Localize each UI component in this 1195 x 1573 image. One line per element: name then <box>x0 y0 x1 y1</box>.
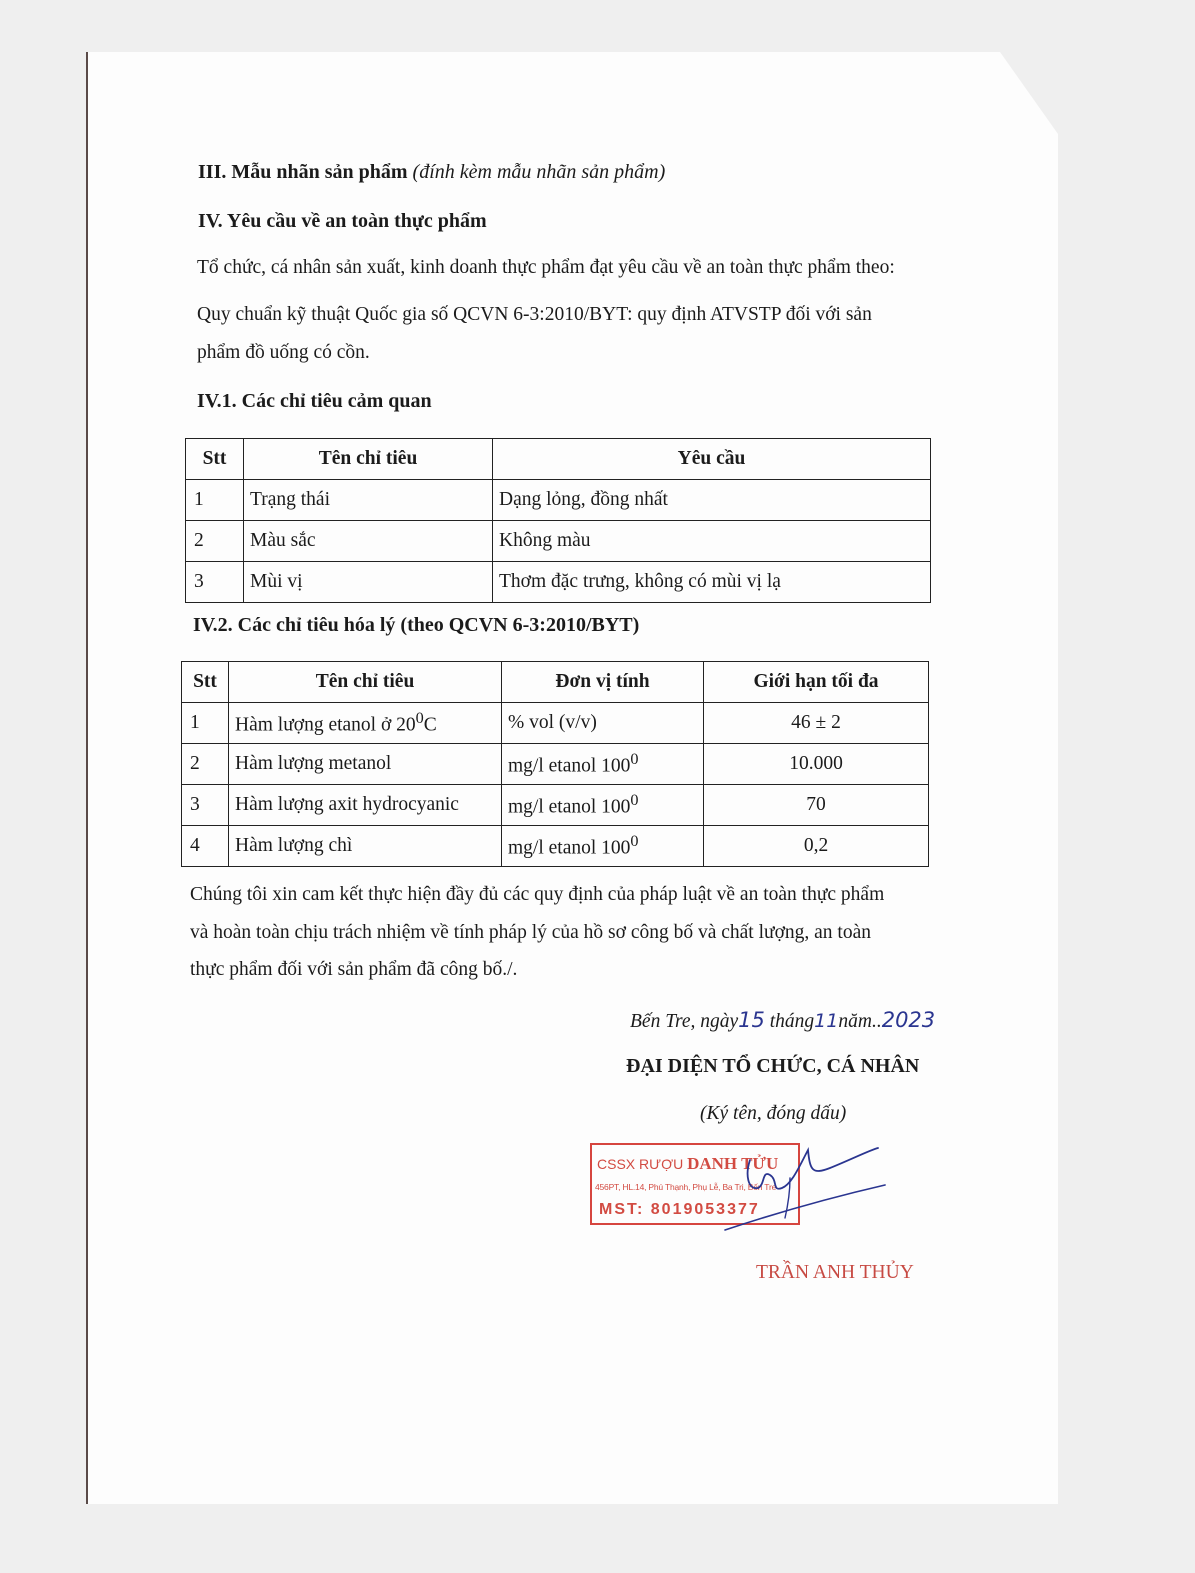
table-row <box>182 703 929 744</box>
table-cell: Dạng lỏng, đồng nhất <box>493 480 931 521</box>
stamp-prefix: CSSX RƯỢU <box>597 1156 684 1172</box>
stamp-company-name: DANH TỬU <box>687 1154 779 1173</box>
table-cell: Không màu <box>493 521 931 562</box>
signer-name: TRẦN ANH THỦY <box>756 1262 914 1283</box>
table-cell <box>502 744 704 785</box>
table-header: Stt <box>182 662 229 703</box>
table-header: Yêu cầu <box>493 439 931 480</box>
table-row <box>182 785 929 826</box>
table-cell: Mùi vị <box>244 562 493 603</box>
table2-title: IV.2. Các chỉ tiêu hóa lý (theo QCVN 6-3:2010/BYT) <box>193 614 640 636</box>
table-cell: 0,2 <box>704 826 929 867</box>
section-iii-title: III. Mẫu nhãn sản phẩm <box>198 161 408 183</box>
table-cell: Trạng thái <box>244 480 493 521</box>
date-place: Bến Tre, ngày <box>630 1011 739 1032</box>
table-cell: 10.000 <box>704 744 929 785</box>
table-cell: 46 ± 2 <box>704 703 929 744</box>
date-year-label: năm.. <box>838 1011 882 1032</box>
table-cell: Hàm lượng metanol <box>229 744 502 785</box>
sensory-table <box>185 438 931 603</box>
table-cell: 2 <box>182 744 229 785</box>
table-cell <box>502 785 704 826</box>
commitment-line-2: và hoàn toàn chịu trách nhiệm về tính pháp lý của hồ sơ công bố và chất lượng, an toàn <box>190 922 872 943</box>
degree-superscript: 0 <box>415 709 424 728</box>
table-row <box>186 480 931 521</box>
table-cell: 1 <box>186 480 244 521</box>
page-corner <box>1000 52 1058 134</box>
standard-line-2: phẩm đồ uống có cồn. <box>197 342 370 363</box>
table-header: Giới hạn tối đa <box>704 662 929 703</box>
unit-superscript: 0 <box>630 750 639 769</box>
table-cell: Hàm lượng axit hydrocyanic <box>229 785 502 826</box>
section-iii-note: (đính kèm mẫu nhãn sản phẩm) <box>412 161 666 183</box>
table-row <box>186 521 931 562</box>
table-cell <box>502 703 704 744</box>
date-line <box>630 1008 935 1033</box>
table-header: Tên chỉ tiêu <box>244 439 493 480</box>
table-cell <box>229 703 502 744</box>
table-header: Tên chỉ tiêu <box>229 662 502 703</box>
indicator-name: Hàm lượng etanol ở 20 <box>235 714 416 736</box>
unit-text: % vol (v/v) <box>508 712 597 733</box>
unit-text: mg/l etanol 100 <box>508 837 631 859</box>
unit-superscript: 0 <box>630 832 639 851</box>
commitment-line-3: thực phẩm đối với sản phẩm đã công bố./. <box>190 959 518 980</box>
signature-instruction: (Ký tên, đóng dấu) <box>700 1103 847 1124</box>
date-month-label: tháng <box>769 1011 815 1032</box>
unit-text: mg/l etanol 100 <box>508 755 631 777</box>
table-header-row <box>186 439 931 480</box>
table-cell: 3 <box>182 785 229 826</box>
table-cell: 3 <box>186 562 244 603</box>
table-cell: Màu sắc <box>244 521 493 562</box>
unit-text: mg/l etanol 100 <box>508 796 631 818</box>
date-month: 11 <box>814 1010 839 1032</box>
table-row <box>182 826 929 867</box>
indicator-name-suffix: C <box>423 714 437 736</box>
section-iv-intro: Tổ chức, cá nhân sản xuất, kinh doanh thực phẩm đạt yêu cầu về an toàn thực phẩm theo: <box>197 257 895 278</box>
table-header: Stt <box>186 439 244 480</box>
commitment-line-1: Chúng tôi xin cam kết thực hiện đầy đủ các quy định của pháp luật về an toàn thực phẩm <box>190 884 885 905</box>
date-year: 2023 <box>881 1008 936 1032</box>
section-iv-heading: IV. Yêu cầu về an toàn thực phẩm <box>198 210 487 232</box>
unit-superscript: 0 <box>630 791 639 810</box>
stamp-tax-code: MST: 8019053377 <box>599 1201 760 1218</box>
section-iii-heading <box>198 161 665 184</box>
table-cell: 70 <box>704 785 929 826</box>
table-cell: 2 <box>186 521 244 562</box>
stamp-address: 456PT, HL.14, Phú Thạnh, Phụ Lễ, Ba Tri, Bến Tre <box>595 1182 777 1192</box>
standard-line-1: Quy chuẩn kỹ thuật Quốc gia số QCVN 6-3:2010/BYT: quy định ATVSTP đối với sản <box>197 304 872 325</box>
table-header: Đơn vị tính <box>502 662 704 703</box>
table-row <box>182 744 929 785</box>
table-cell: 4 <box>182 826 229 867</box>
table-cell: 1 <box>182 703 229 744</box>
physicochemical-table <box>181 661 929 867</box>
table1-title: IV.1. Các chỉ tiêu cảm quan <box>197 390 432 412</box>
table-header-row <box>182 662 929 703</box>
table-row <box>186 562 931 603</box>
table-cell: Hàm lượng chì <box>229 826 502 867</box>
table-cell <box>502 826 704 867</box>
date-day: 15 <box>738 1008 765 1032</box>
table-cell: Thơm đặc trưng, không có mùi vị lạ <box>493 562 931 603</box>
representative-title: ĐẠI DIỆN TỔ CHỨC, CÁ NHÂN <box>626 1055 920 1077</box>
handwritten-signature <box>690 1130 890 1240</box>
